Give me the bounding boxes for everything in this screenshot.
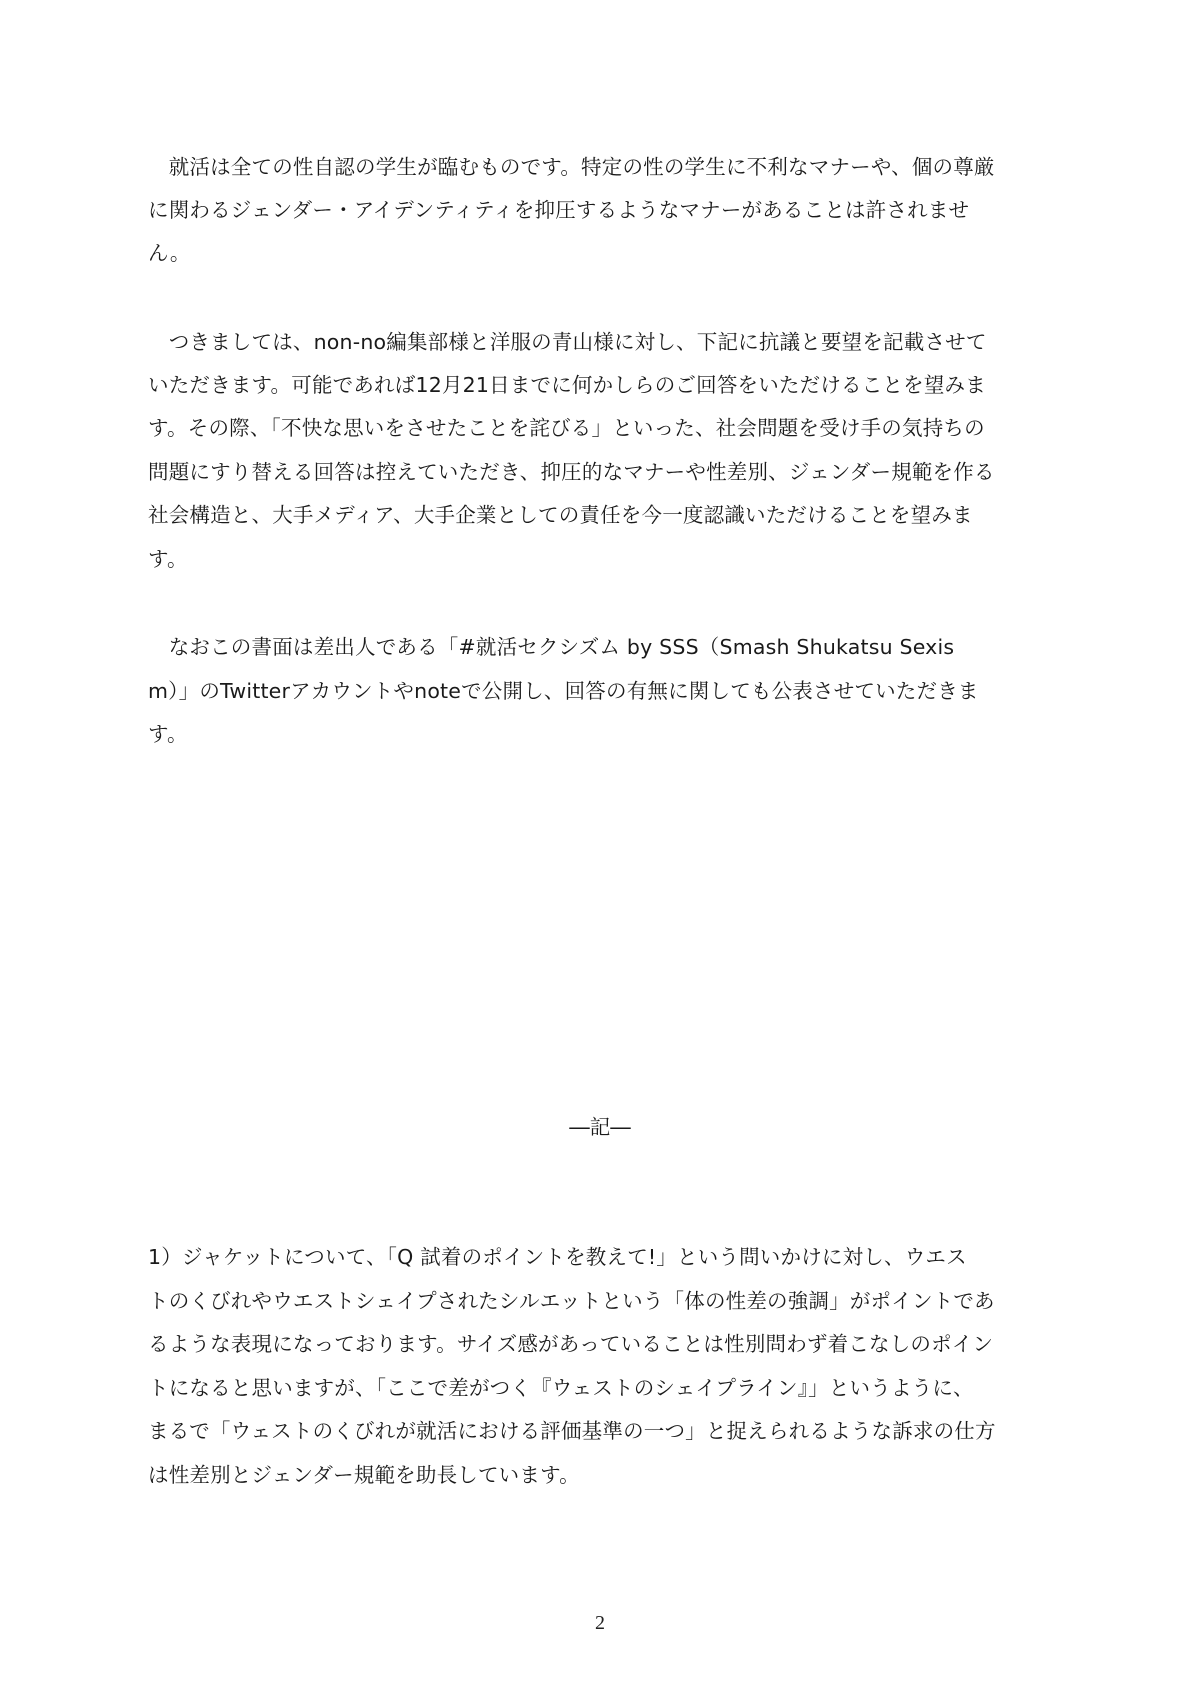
paragraph-2-line-4: 問題にすり替える回答は控えていただき、抑圧的なマナーや性差別、ジェンダー規範を作る (148, 460, 995, 484)
paragraph-3-line-3: す。 (148, 722, 188, 746)
paragraph-3-line-2: m）」のTwitterアカウントやnoteで公開し、回答の有無に関しても公表させていただきま (148, 679, 979, 703)
item-1-line-3: るような表現になっております。サイズ感があっていることは性別問わず着こなしのポイン (148, 1332, 994, 1356)
paragraph-1-line-3: ん。 (148, 241, 191, 265)
item-1-line-4: トになると思いますが、「ここで差がつく『ウェストのシェイプライン』」というように、 (148, 1376, 974, 1400)
paragraph-2-line-1: つきましては、non-no編集部様と洋服の青山様に対し、下記に抗議と要望を記載させて (148, 330, 987, 354)
item-1-line-1: 1）ジャケットについて、「Q 試着のポイントを教えて!」という問いかけに対し、ウエス (148, 1245, 967, 1269)
paragraph-1-line-2: に関わるジェンダー・アイデンティティを抑圧するようなマナーがあることは許されませ (148, 198, 970, 222)
item-1-line-6: は性差別とジェンダー規範を助長しています。 (148, 1463, 580, 1487)
paragraph-2-line-3: す。その際、「不快な思いをさせたことを詫びる」といった、社会問題を受け手の気持ちの (148, 416, 985, 440)
item-1-line-2: トのくびれやウエストシェイプされたシルエットという「体の性差の強調」がポイントであ (148, 1289, 995, 1313)
paragraph-2-line-6: す。 (148, 547, 188, 571)
section-heading: ―記― (569, 1115, 631, 1139)
paragraph-2-line-5: 社会構造と、大手メディア、大手企業としての責任を今一度認識いただけることを望みま (148, 503, 973, 527)
paragraph-2-line-2: いただきます。可能であれば12月21日までに何かしらのご回答をいただけることを望みま (148, 373, 986, 397)
paragraph-3-line-1: なおこの書面は差出人である「#就活セクシズム by SSS（Smash Shukatsu Sexis (148, 635, 955, 659)
item-1-line-5: まるで「ウェストのくびれが就活における評価基準の一つ」と捉えられるような訴求の仕方 (148, 1419, 996, 1443)
page-number: 2 (595, 1612, 605, 1634)
paragraph-1-line-1: 就活は全ての性自認の学生が臨むものです。特定の性の学生に不利なマナーや、個の尊厳 (148, 155, 995, 179)
